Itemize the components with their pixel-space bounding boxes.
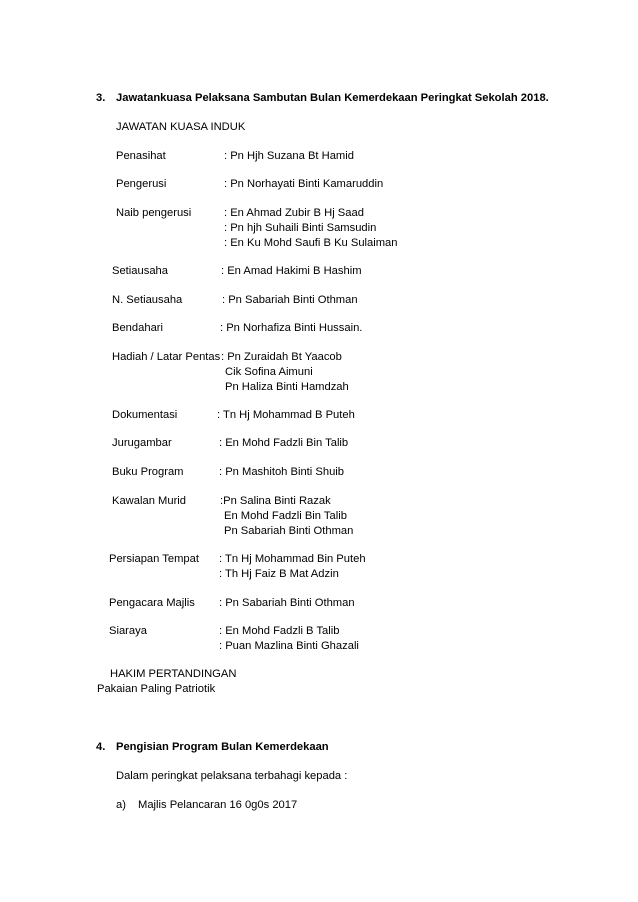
- member-name: : En Ahmad Zubir B Hj Saad: [224, 207, 364, 219]
- member-name: : Pn Sabariah Binti Othman: [222, 294, 358, 306]
- role-label: Pengerusi: [116, 178, 167, 190]
- role-label: Naib pengerusi: [116, 207, 192, 219]
- judges-category: Pakaian Paling Patriotik: [97, 683, 216, 695]
- list-item-text: Majlis Pelancaran 16 0g0s 2017: [138, 799, 298, 811]
- member-name: : Pn Norhayati Binti Kamaruddin: [224, 178, 384, 190]
- role-label: Setiausaha: [112, 265, 168, 277]
- judges-heading: HAKIM PERTANDINGAN: [110, 668, 237, 680]
- role-label: Buku Program: [112, 466, 184, 478]
- member-name: Cik Sofina Aimuni: [225, 366, 313, 378]
- section-3-title: Jawatankuasa Pelaksana Sambutan Bulan Kemerdekaan Peringkat Sekolah 2018.: [116, 92, 549, 104]
- role-label: Bendahari: [112, 322, 164, 334]
- member-name: : Puan Mazlina Binti Ghazali: [219, 640, 359, 652]
- role-label: Penasihat: [116, 150, 166, 162]
- member-name: : En Ku Mohd Saufi B Ku Sulaiman: [224, 237, 398, 249]
- member-name: En Mohd Fadzli Bin Talib: [224, 510, 347, 522]
- section-4-number: 4.: [96, 741, 106, 753]
- role-label: Jurugambar: [112, 437, 172, 449]
- member-name: : Pn Norhafiza Binti Hussain.: [220, 322, 363, 334]
- member-name: : Pn Mashitoh Binti Shuib: [219, 466, 344, 478]
- member-name: : Th Hj Faiz B Mat Adzin: [219, 568, 339, 580]
- member-name: : Pn Sabariah Binti Othman: [219, 597, 355, 609]
- role-label: N. Setiausaha: [112, 294, 183, 306]
- member-name: Pn Sabariah Binti Othman: [224, 525, 354, 537]
- member-name: : Tn Hj Mohammad B Puteh: [217, 409, 355, 421]
- member-name: :Pn Salina Binti Razak: [220, 495, 331, 507]
- role-label: Siaraya: [109, 625, 147, 637]
- list-item-marker: a): [116, 799, 126, 811]
- member-name: : Pn Zuraidah Bt Yaacob: [221, 351, 342, 363]
- member-name: : En Mohd Fadzli B Talib: [219, 625, 340, 637]
- section-4-intro: Dalam peringkat pelaksana terbahagi kepada :: [116, 770, 348, 782]
- member-name: : En Amad Hakimi B Hashim: [221, 265, 362, 277]
- member-name: : Pn hjh Suhaili Binti Samsudin: [224, 222, 377, 234]
- role-label: Kawalan Murid: [112, 495, 186, 507]
- role-label: Persiapan Tempat: [109, 553, 199, 565]
- section-4-title: Pengisian Program Bulan Kemerdekaan: [116, 741, 329, 753]
- section-3-number: 3.: [96, 92, 106, 104]
- member-name: : En Mohd Fadzli Bin Talib: [219, 437, 349, 449]
- role-label: Pengacara Majlis: [109, 597, 195, 609]
- role-label: Hadiah / Latar Pentas: [112, 351, 221, 363]
- member-name: Pn Haliza Binti Hamdzah: [225, 381, 349, 393]
- committee-heading: JAWATAN KUASA INDUK: [116, 121, 246, 133]
- member-name: : Pn Hjh Suzana Bt Hamid: [224, 150, 354, 162]
- member-name: : Tn Hj Mohammad Bin Puteh: [219, 553, 366, 565]
- role-label: Dokumentasi: [112, 409, 178, 421]
